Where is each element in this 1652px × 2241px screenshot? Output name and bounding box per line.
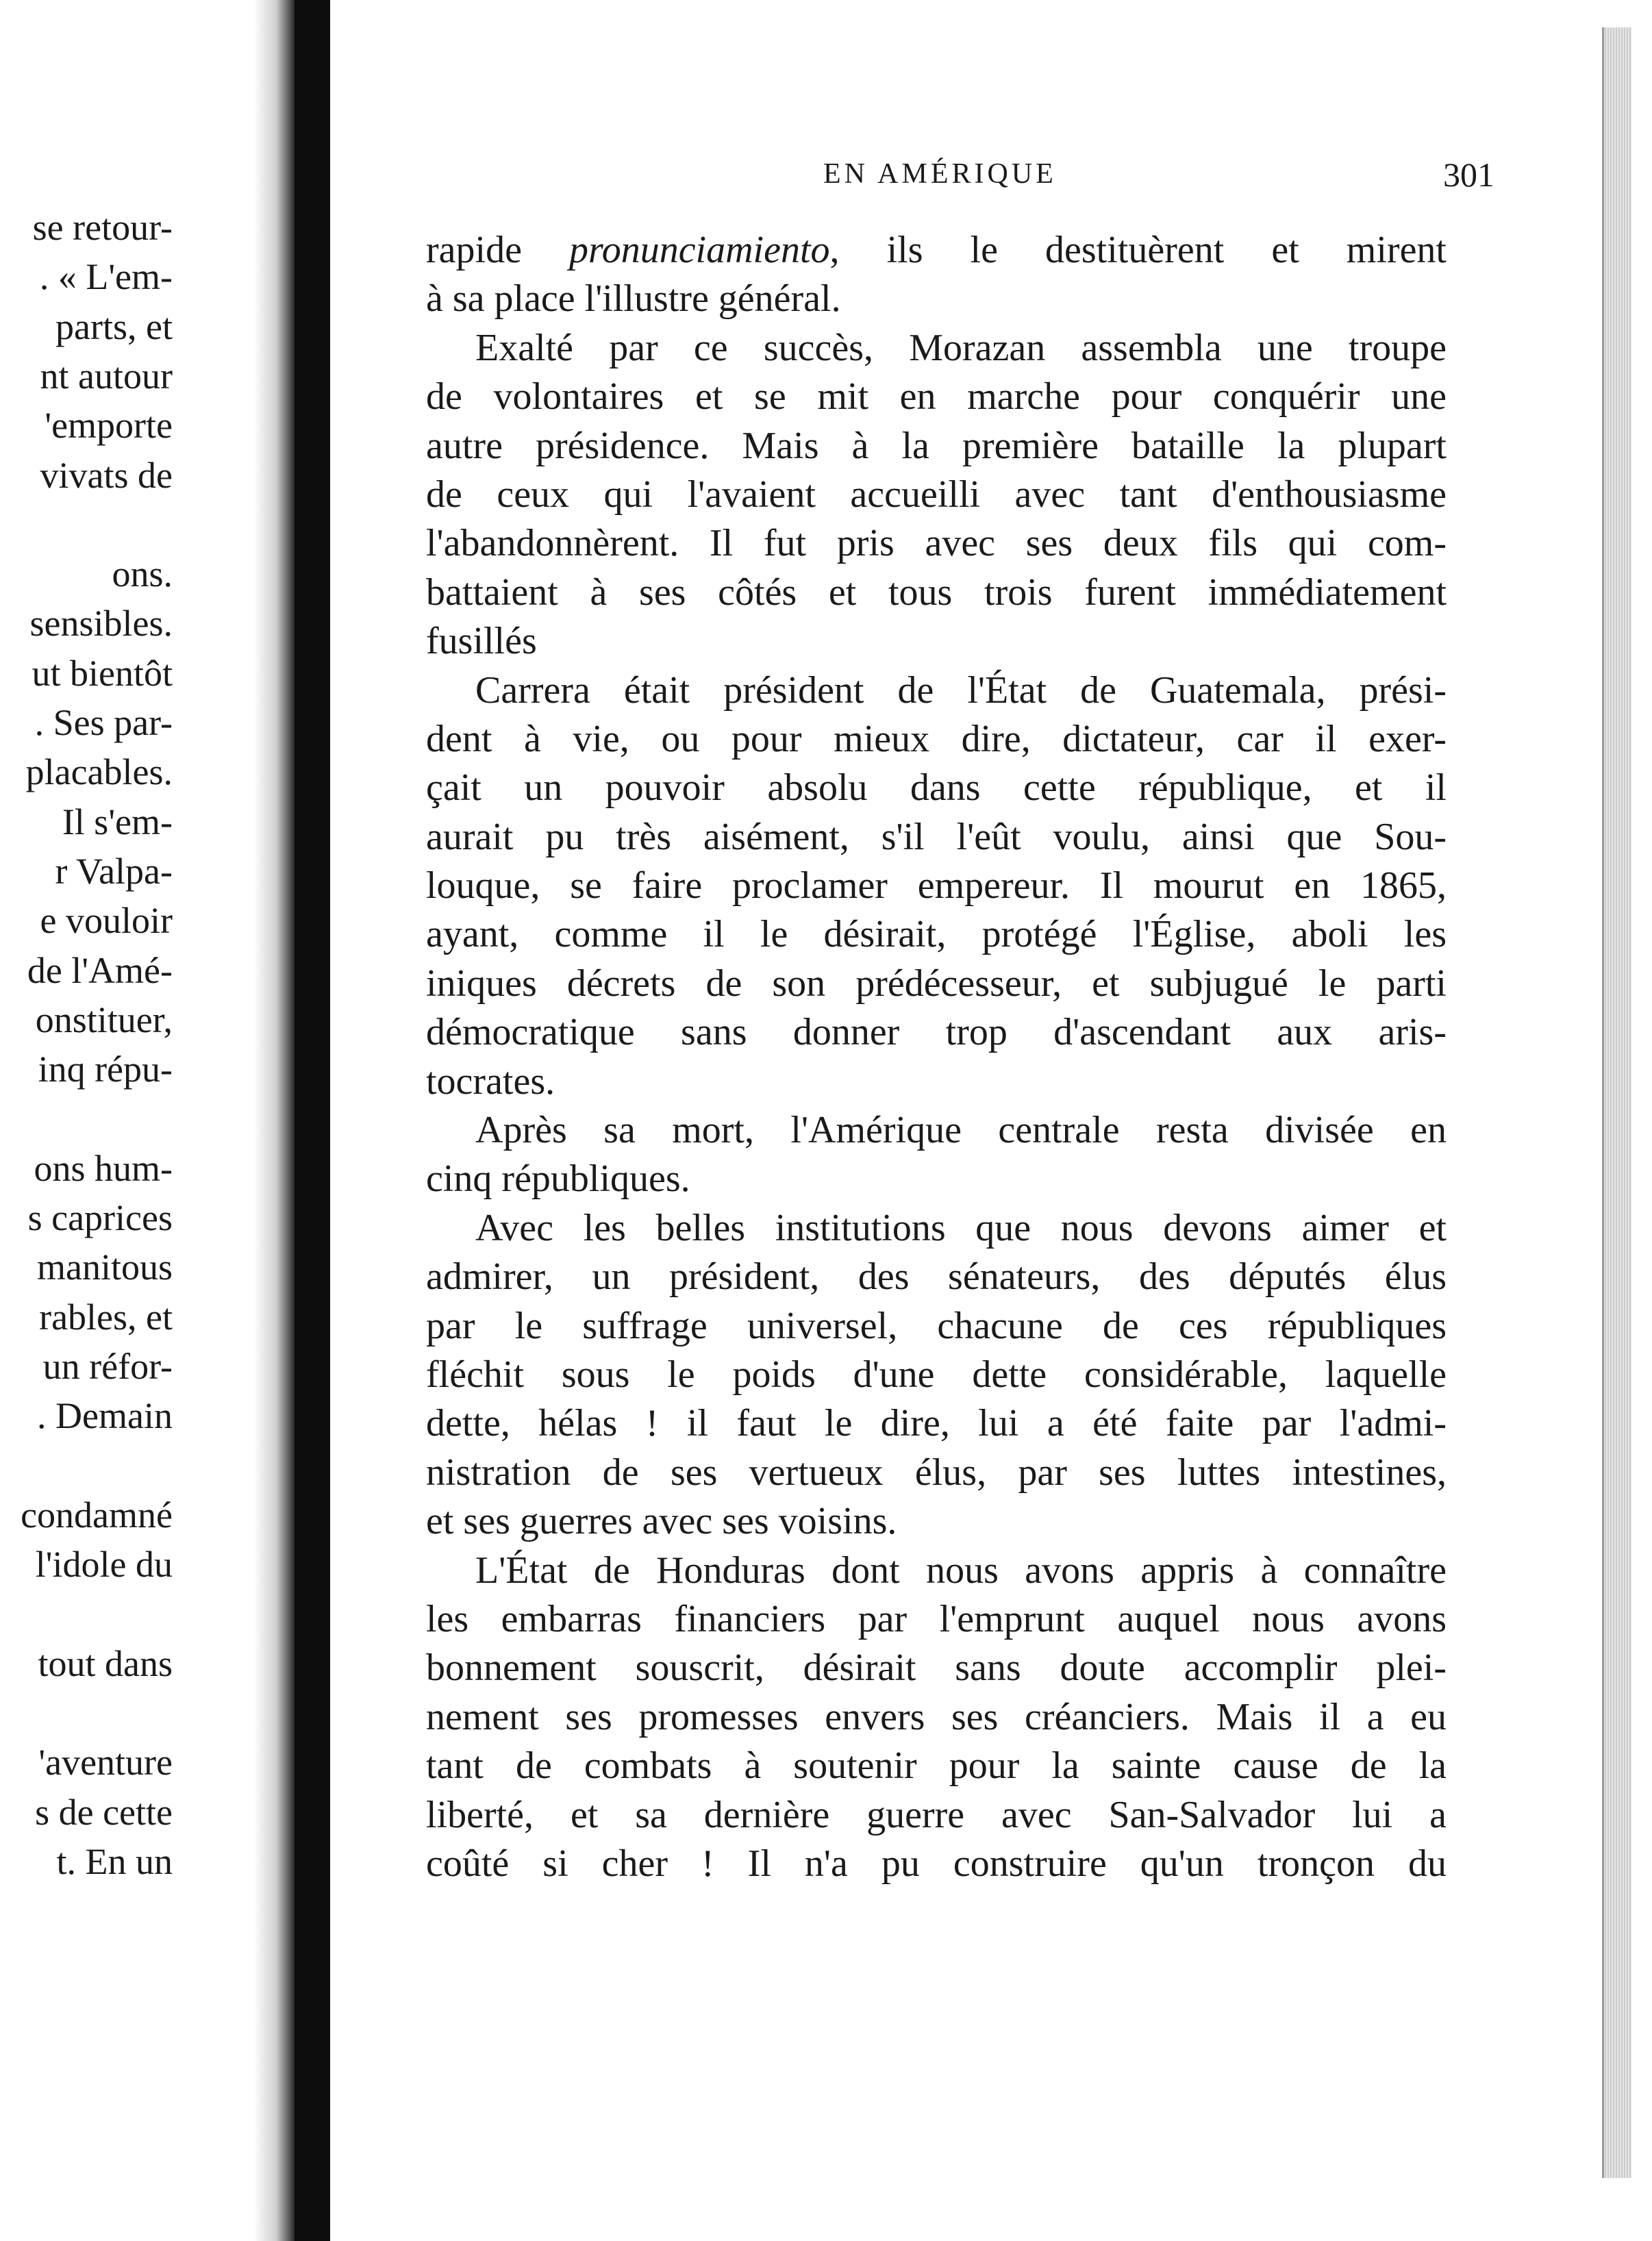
text-line: iniques décrets de son prédécesseur, et subjugué le parti — [426, 962, 1447, 1005]
text-line: rapide pronunciamiento, ils le destituèrent et mirent — [426, 229, 1447, 271]
body-text — [426, 226, 1447, 1888]
left-page-line: se retour- — [32, 207, 173, 248]
text-line: dent à vie, ou pour mieux dire, dictateur, car il exer- — [426, 717, 1447, 760]
italic-word: pronunciamiento — [568, 229, 830, 271]
left-page-line: inq répu- — [38, 1049, 173, 1090]
left-page-line: vivats de — [40, 454, 173, 496]
text-line: de ceux qui l'avaient accueilli avec tant d'enthousiasme — [426, 473, 1447, 516]
left-page-line: ons hum- — [34, 1147, 173, 1189]
text-line: tocrates. — [426, 1060, 555, 1103]
left-page-line: s caprices — [27, 1197, 173, 1238]
text-line: tant de combats à soutenir pour la sainte cause de la — [426, 1744, 1447, 1788]
left-page-line: l'idole du — [35, 1544, 173, 1586]
left-page-line: t. En un — [56, 1840, 173, 1882]
paragraph-start-line: Exalté par ce succès, Morazan assembla une troupe — [475, 326, 1447, 369]
right-page — [330, 0, 1631, 2241]
text-line: louque, se faire proclamer empereur. Il mourut en 1865, — [426, 864, 1447, 907]
left-page-line: . Ses par- — [34, 702, 173, 743]
text-line: nement ses promesses envers ses créanciers. Mais il a eu — [426, 1695, 1447, 1738]
text-line: dette, hélas ! il faut le dire, lui a été faite par l'admi- — [426, 1402, 1447, 1445]
left-page-line: nt autour — [40, 355, 173, 397]
text-line: liberté, et sa dernière guerre avec San-Salvador lui a — [426, 1793, 1447, 1836]
text-line: bonnement souscrit, désirait sans doute accomplir plei- — [426, 1647, 1447, 1690]
left-page-line: ut bientôt — [32, 652, 173, 694]
left-page-fragment — [0, 0, 253, 2241]
book-binding — [295, 0, 330, 2241]
left-page-line: r Valpa- — [55, 850, 173, 892]
text-line: l'abandonnèrent. Il fut pris avec ses deux fils qui com- — [426, 522, 1447, 565]
left-page-line: 'emporte — [45, 405, 173, 447]
left-page-line: Il s'em- — [62, 801, 173, 842]
text-line: à sa place l'illustre général. — [426, 277, 841, 321]
left-page-line: rables, et — [39, 1296, 173, 1338]
text-line: de volontaires et se mit en marche pour conquérir une — [426, 375, 1447, 418]
text-line: les embarras financiers par l'emprunt auquel nous avons — [426, 1597, 1447, 1640]
left-page-line: un réfor- — [42, 1345, 173, 1387]
paragraph-start-line: Après sa mort, l'Amérique centrale resta divisée en — [475, 1109, 1447, 1152]
paragraph-start-line: Avec les belles institutions que nous devons aimer et — [475, 1206, 1447, 1249]
left-page-line: manitous — [37, 1247, 173, 1288]
text-line: battaient à ses côtés et tous trois furent immédiatement — [426, 571, 1447, 614]
text-line: admirer, un président, des sénateurs, des députés élus — [426, 1255, 1447, 1299]
left-page-line: ons. — [112, 553, 173, 595]
paragraph-start-line: Carrera était président de l'État de Guatemala, prési- — [475, 668, 1447, 712]
text-line: fusillés — [426, 620, 537, 663]
left-page-line: 'aventure — [38, 1742, 173, 1783]
text-line: par le suffrage universel, chacune de ces républiques — [426, 1304, 1447, 1347]
left-page-line: . Demain — [37, 1395, 173, 1437]
left-page-line: tout dans — [38, 1642, 173, 1684]
left-page-line: s de cette — [35, 1791, 173, 1833]
left-page-line: parts, et — [55, 305, 173, 347]
text-line: nistration de ses vertueux élus, par ses luttes intestines, — [426, 1451, 1447, 1494]
text-line: aurait pu très aisément, s'il l'eût voulu, ainsi que Sou- — [426, 815, 1447, 858]
text-line: ayant, comme il le désirait, protégé l'Église, aboli les — [426, 913, 1447, 956]
paragraph-start-line: L'État de Honduras dont nous avons appris à connaître — [475, 1549, 1447, 1592]
left-page-line: condamné — [21, 1494, 173, 1536]
left-page-line: . « L'em- — [39, 256, 173, 298]
text-line: fléchit sous le poids d'une dette considérable, laquelle — [426, 1353, 1447, 1396]
page-number: 301 — [1443, 155, 1494, 194]
running-head: EN AMÉRIQUE — [823, 158, 1057, 190]
page-edge-stack — [1602, 27, 1631, 2178]
left-page-line: placables. — [25, 751, 173, 793]
text-line: coûté si cher ! Il n'a pu construire qu'un tronçon du — [426, 1842, 1447, 1885]
text-line: çait un pouvoir absolu dans cette république, et il — [426, 766, 1447, 810]
gutter-shadow — [253, 0, 295, 2241]
text-line: et ses guerres avec ses voisins. — [426, 1500, 897, 1543]
left-page-line: onstituer, — [35, 999, 173, 1040]
text-line: démocratique sans donner trop d'ascendant aux aris- — [426, 1011, 1447, 1054]
left-page-line: sensibles. — [29, 603, 173, 644]
left-page-line: e vouloir — [40, 900, 173, 942]
text-line: cinq républiques. — [426, 1157, 690, 1201]
text-line: autre présidence. Mais à la première bataille la plupart — [426, 424, 1447, 467]
left-page-line: de l'Amé- — [27, 949, 173, 991]
